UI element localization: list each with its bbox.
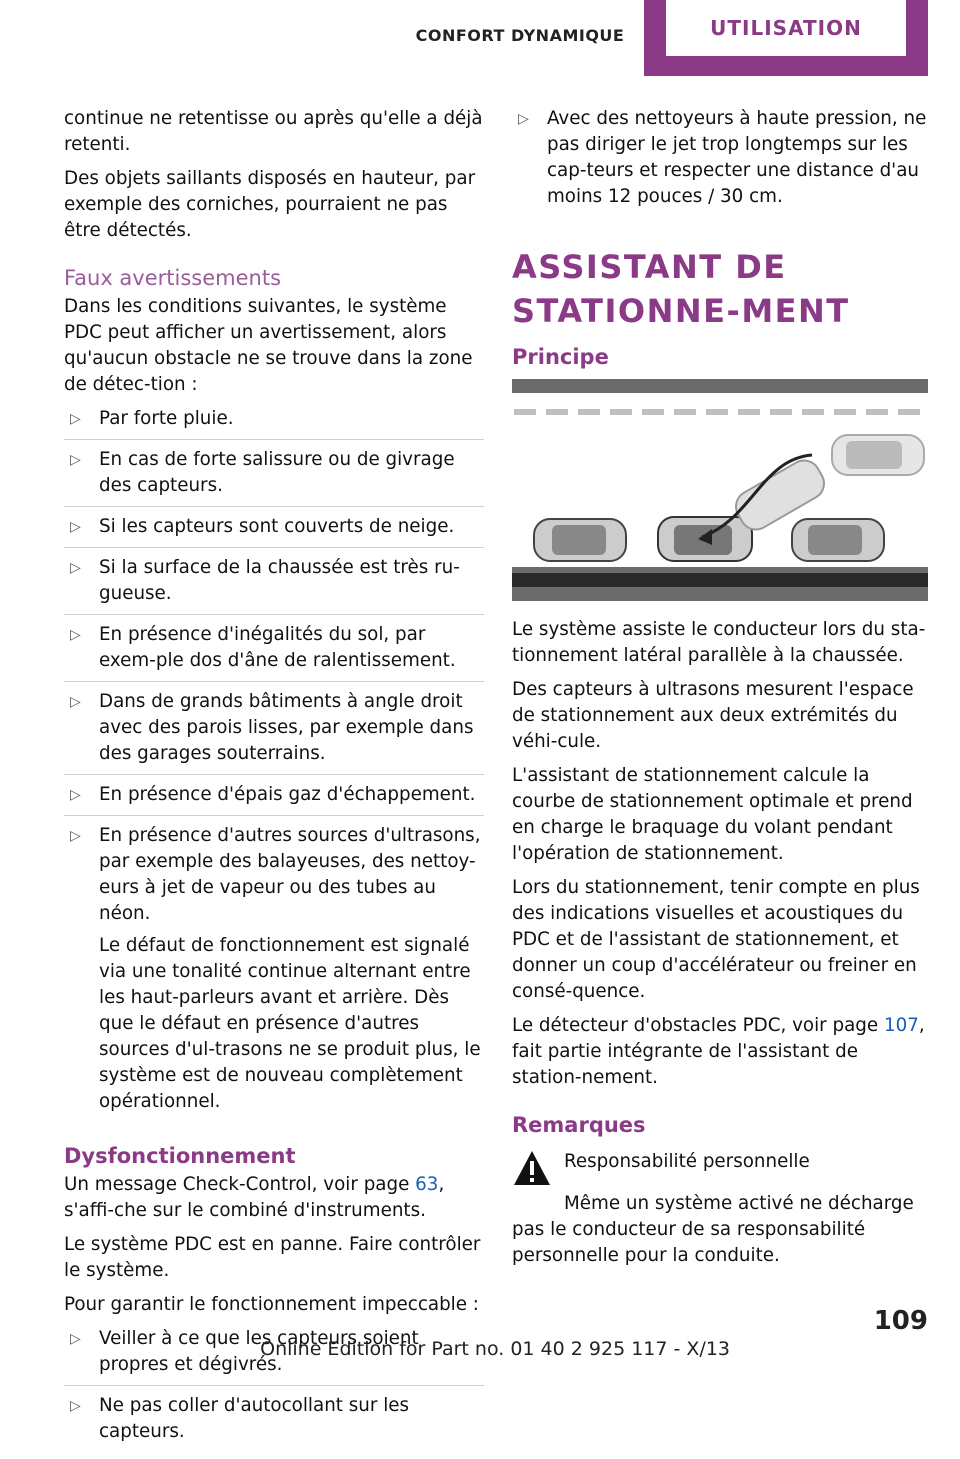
list-item: ▷ En présence d'autres sources d'ultrasons, par exemple des balayeuses, des nettoy-eurs à jet de vapeur ou des tubes au néon. Le défaut de fonctionnement est signalé via une tonalité continue alternant entre les haut-parleurs avant et arrière. Dès que le défaut en présence d'autres sources d'ul-trasons ne se produit plus, le système est de nouveau complètement opérationnel. bbox=[64, 823, 484, 1122]
triangle-bullet-icon: ▷ bbox=[70, 627, 81, 643]
list-item: ▷ En cas de forte salissure ou de givrage des capteurs. bbox=[64, 447, 484, 507]
triangle-bullet-icon: ▷ bbox=[70, 560, 81, 576]
warning-text: Même un système activé ne décharge pas le conducteur de sa responsabilité personnelle pour la conduite. bbox=[512, 1193, 914, 1266]
heading-malfunction: Dysfonctionnement bbox=[64, 1144, 296, 1168]
right-column bbox=[512, 106, 932, 1277]
triangle-bullet-icon: ▷ bbox=[70, 787, 81, 803]
triangle-bullet-icon: ▷ bbox=[70, 519, 81, 535]
heading-parking-assistant: ASSISTANT DE STATIONNE-MENT bbox=[512, 248, 850, 330]
warning-triangle-icon bbox=[512, 1149, 552, 1187]
chapter-tab bbox=[644, 0, 928, 76]
paragraph: Le système assiste le conducteur lors du sta-tionnement latéral parallèle à la chaussée. bbox=[512, 619, 926, 666]
page-number: 109 bbox=[873, 1306, 928, 1336]
section-title: CONFORT DYNAMIQUE bbox=[415, 25, 625, 45]
paragraph: L'assistant de stationnement calcule la courbe de stationnement optimale et prend en charge le braquage du volant pendant l'opération de stationnement. bbox=[512, 765, 913, 864]
triangle-bullet-icon: ▷ bbox=[518, 111, 529, 127]
list-item: ▷ Veiller à ce que les capteurs soient propres et dégivrés. bbox=[64, 1326, 484, 1386]
list-item: ▷ Par forte pluie. bbox=[64, 406, 484, 440]
heading-false-warnings: Faux avertissements bbox=[64, 266, 282, 290]
left-column bbox=[64, 106, 484, 1459]
paragraph: Des capteurs à ultrasons mesurent l'espace de stationnement aux deux extrémités du véhi-cule. bbox=[512, 679, 914, 752]
list-item: ▷ Avec des nettoyeurs à haute pression, ne pas diriger le jet trop longtemps sur les cap-teurs et respecter une distance d'au moins 12 pouces / 30 cm. bbox=[518, 108, 927, 207]
conditions-list bbox=[64, 406, 484, 1122]
paragraph: Des objets saillants disposés en hauteur, par exemple des corniches, pourraient ne pas être détectés. bbox=[64, 168, 476, 241]
triangle-bullet-icon: ▷ bbox=[70, 1331, 81, 1347]
list-item: ▷ En présence d'épais gaz d'échappement. bbox=[64, 782, 484, 816]
list-item: ▷ Dans de grands bâtiments à angle droit avec des parois lisses, par exemple dans des garages souterrains. bbox=[64, 689, 484, 775]
page-link[interactable]: 107 bbox=[883, 1015, 919, 1036]
paragraph: Le détecteur d'obstacles PDC, voir page 107, fait partie intégrante de l'assistant de station-nement. bbox=[512, 1015, 925, 1088]
paragraph: Un message Check-Control, voir page 63, s'affi-che sur le combiné d'instruments. bbox=[64, 1174, 445, 1221]
section-tab bbox=[396, 0, 644, 70]
list-item: ▷ Si les capteurs sont couverts de neige. bbox=[64, 514, 484, 548]
triangle-bullet-icon: ▷ bbox=[70, 1398, 81, 1414]
edition-note: Online Edition for Part no. 01 40 2 925 117 - X/13 bbox=[260, 1338, 730, 1360]
list-item: ▷ Ne pas coller d'autocollant sur les capteurs. bbox=[70, 1395, 410, 1442]
paragraph: Le système PDC est en panne. Faire contrôler le système. bbox=[64, 1234, 481, 1281]
heading-remarks: Remarques bbox=[512, 1113, 646, 1137]
list-item: ▷ En présence d'inégalités du sol, par exem-ple dos d'âne de ralentissement. bbox=[64, 622, 484, 682]
triangle-bullet-icon: ▷ bbox=[70, 452, 81, 468]
page-link[interactable]: 63 bbox=[415, 1174, 439, 1195]
triangle-bullet-icon: ▷ bbox=[70, 411, 81, 427]
header-tabs bbox=[396, 0, 928, 76]
warning-title: Responsabilité personnelle bbox=[564, 1151, 810, 1172]
list-item-note: Le défaut de fonctionnement est signalé via une tonalité continue alternant entre les haut-parleurs avant et arrière. Dès que le défaut en présence d'autres sources d'ul-trasons ne se produit plus, le système est de nouveau complètement opérationnel. bbox=[99, 935, 481, 1112]
warning-box bbox=[512, 1149, 932, 1187]
paragraph: Lors du stationnement, tenir compte en plus des indications visuelles et acoustiques du PDC et de l'assistant de stationnement, et donner un coup d'accélérateur ou freiner en consé-quence. bbox=[512, 877, 920, 1002]
parking-illustration bbox=[512, 379, 928, 601]
paragraph: continue ne retentisse ou après qu'elle a déjà retenti. bbox=[64, 108, 483, 155]
triangle-bullet-icon: ▷ bbox=[70, 828, 81, 844]
paragraph: Pour garantir le fonctionnement impeccable : bbox=[64, 1294, 479, 1315]
cleaning-list bbox=[512, 106, 932, 217]
triangle-bullet-icon: ▷ bbox=[70, 694, 81, 710]
list-item: ▷ Si la surface de la chaussée est très ru-gueuse. bbox=[64, 555, 484, 615]
paragraph: Dans les conditions suivantes, le système PDC peut afficher un avertissement, alors qu'aucun obstacle ne se trouve dans la zone de détec-tion : bbox=[64, 296, 473, 395]
chapter-title: UTILISATION bbox=[710, 16, 862, 40]
heading-principle: Principe bbox=[512, 345, 609, 369]
